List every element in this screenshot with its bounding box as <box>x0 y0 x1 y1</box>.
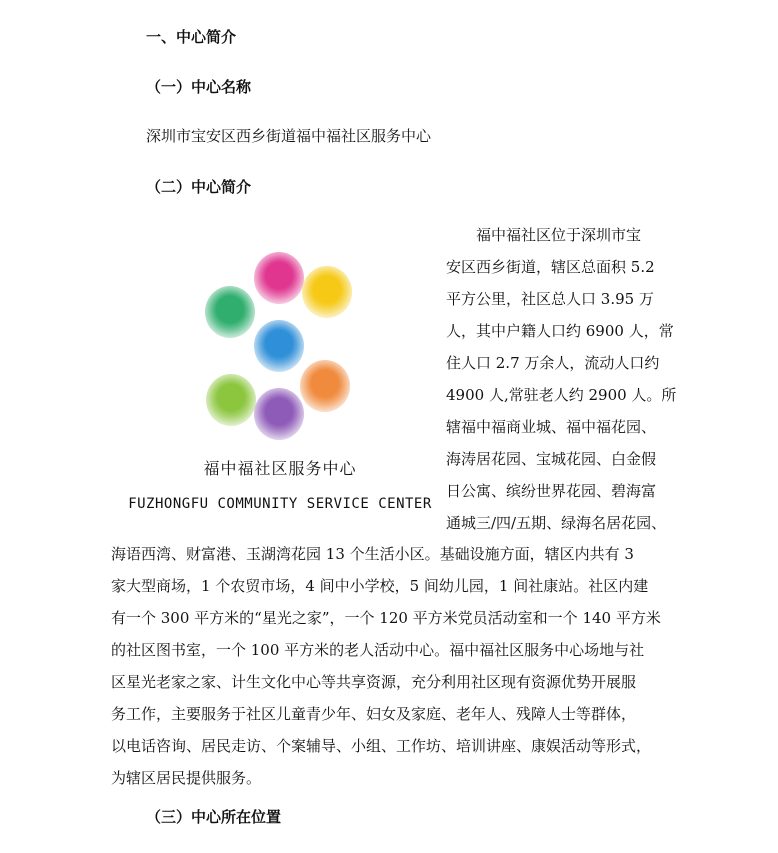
subheading-center-name: （一）中心名称 <box>146 78 252 96</box>
subheading-center-location: （三）中心所在位置 <box>146 808 282 826</box>
paragraph-line: 区星光老家之家、计生文化中心等共享资源，充分利用社区现有资源优势开展服 <box>111 673 637 691</box>
paragraph-line: 有一个 300 平方米的“星光之家”，一个 120 平方米党员活动室和一个 140 平方米 <box>111 609 661 627</box>
logo-dot-purple <box>254 388 304 440</box>
paragraph-line: 安区西乡街道，辖区总面积 5.2 <box>446 258 655 276</box>
paragraph-line: 通城三/四/五期、绿海名居花园、 <box>446 514 667 532</box>
paragraph-line: 海语西湾、财富港、玉湖湾花园 13 个生活小区。基础设施方面，辖区内共有 3 <box>111 545 634 563</box>
paragraph-line: 福中福社区位于深圳市宝 <box>446 226 642 244</box>
logo-dot-yellow <box>302 266 352 318</box>
logo-dot-green <box>205 286 255 338</box>
paragraph-line: 人，其中户籍人口约 6900 人，常 <box>446 322 674 340</box>
center-logo <box>120 240 440 530</box>
paragraph-line: 务工作，主要服务于社区儿童青少年、妇女及家庭、老年人、残障人士等群体， <box>111 705 637 723</box>
logo-name-cn: 福中福社区服务中心 <box>203 459 357 478</box>
paragraph-line: 辖福中福商业城、福中福花园、 <box>446 418 657 436</box>
section-heading-intro: 一、中心简介 <box>146 28 237 46</box>
paragraph-line: 4900 人,常驻老人约 2900 人。所 <box>446 386 677 404</box>
subheading-center-intro: （二）中心简介 <box>146 178 252 196</box>
paragraph-line: 日公寓、缤纷世界花园、碧海富 <box>446 482 657 500</box>
paragraph-line: 为辖区居民提供服务。 <box>111 769 262 787</box>
paragraph-line: 以电话咨询、居民走访、个案辅导、小组、工作坊、培训讲座、康娱活动等形式， <box>111 737 652 755</box>
paragraph-line: 住人口 2.7 万余人，流动人口约 <box>446 354 660 372</box>
logo-dot-magenta <box>254 252 304 304</box>
logo-name-en: FUZHONGFU COMMUNITY SERVICE CENTER <box>128 496 432 512</box>
paragraph-line: 家大型商场，1 个农贸市场，4 间中小学校，5 间幼儿园，1 间社康站。社区内建 <box>111 577 649 595</box>
paragraph-line: 的社区图书室，一个 100 平方米的老人活动中心。福中福社区服务中心场地与社 <box>111 641 645 659</box>
logo-dot-blue <box>254 320 304 372</box>
paragraph-line: 平方公里，社区总人口 3.95 万 <box>446 290 654 308</box>
logo-dot-orange <box>300 360 350 412</box>
logo-dot-lime <box>206 374 256 426</box>
intro-paragraph-full <box>111 538 671 794</box>
intro-paragraph-right <box>446 219 677 539</box>
paragraph-line: 海涛居花园、宝城花园、白金假 <box>446 450 657 468</box>
center-name-text: 深圳市宝安区西乡街道福中福社区服务中心 <box>146 127 432 145</box>
